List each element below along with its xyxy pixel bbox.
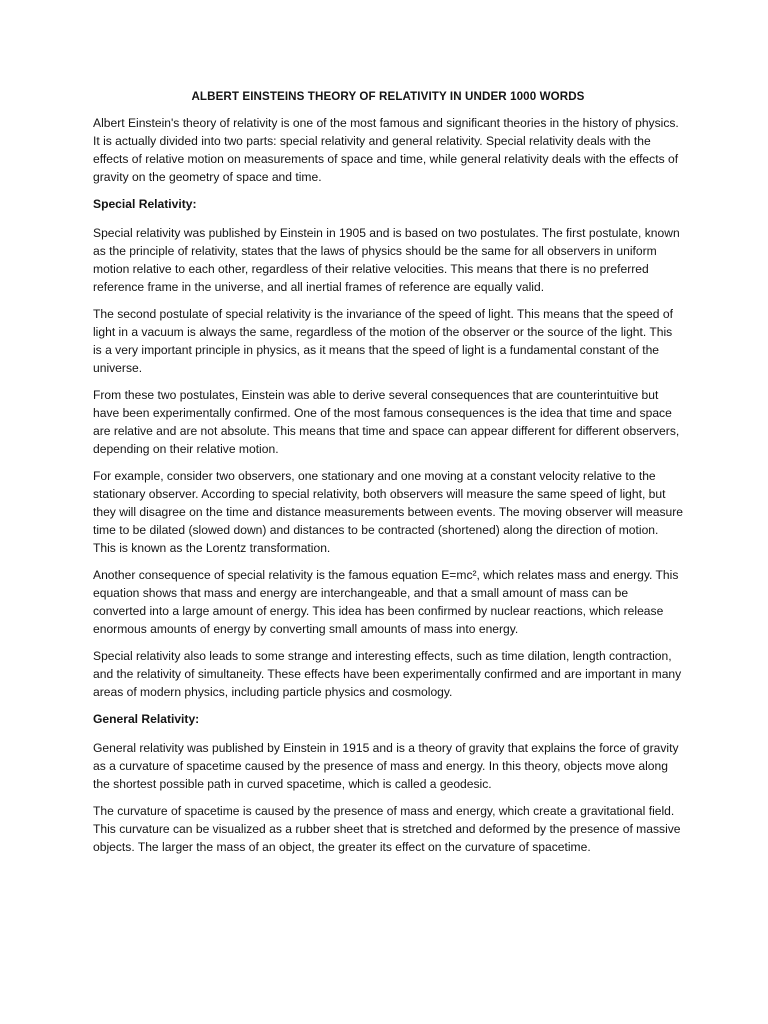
special-relativity-heading: Special Relativity:: [93, 197, 197, 211]
intro-paragraph: Albert Einstein's theory of relativity is one of the most famous and significant theories in the history of physics. It is actually divided into two parts: special relativity and general relativity. Special relativity deals with the effects of relative motion on measurements of space and time, while general relativity deals with the effects of gravity on the geometry of space and time.: [93, 116, 679, 184]
special-relativity-paragraph-2: The second postulate of special relativity is the invariance of the speed of light. This means that the speed of light in a vacuum is always the same, regardless of the motion of the observer or the source of the light. This is a very important principle in physics, as it means that the speed of light is a fundamental constant of the universe.: [93, 307, 673, 375]
special-relativity-paragraph-4: For example, consider two observers, one stationary and one moving at a constant velocity relative to the stationary observer. According to special relativity, both observers will measure the same speed of light, but they will disagree on the time and distance measurements between events. The moving observer will measure time to be dilated (slowed down) and distances to be contracted (shortened) along the direction of motion. This is known as the Lorentz transformation.: [93, 469, 683, 555]
special-relativity-paragraph-3: From these two postulates, Einstein was able to derive several consequences that are counterintuitive but have been experimentally confirmed. One of the most famous consequences is the idea that time and space are relative and are not absolute. This means that time and space can appear different for different observers, depending on their relative motion.: [93, 388, 680, 456]
special-relativity-paragraph-1: Special relativity was published by Einstein in 1905 and is based on two postulates. The first postulate, known as the principle of relativity, states that the laws of physics should be the same for all observers in uniform motion relative to each other, regardless of their relative velocities. This means that there is no preferred reference frame in the universe, and all inertial frames of reference are equally valid.: [93, 226, 680, 294]
general-relativity-paragraph-1: General relativity was published by Einstein in 1915 and is a theory of gravity that explains the force of gravity as a curvature of spacetime caused by the presence of mass and energy. In this theory, objects move along the shortest possible path in curved spacetime, which is called a geodesic.: [93, 741, 679, 791]
special-relativity-paragraph-5: Another consequence of special relativity is the famous equation E=mc², which relates mass and energy. This equation shows that mass and energy are interchangeable, and that a small amount of mass can be converted into a large amount of energy. This idea has been confirmed by nuclear reactions, which release enormous amounts of energy by converting small amounts of mass into energy.: [93, 568, 679, 636]
document-title: ALBERT EINSTEINS THEORY OF RELATIVITY IN UNDER 1000 WORDS: [191, 90, 585, 103]
document-page: [93, 88, 683, 865]
special-relativity-paragraph-6: Special relativity also leads to some strange and interesting effects, such as time dilation, length contraction, and the relativity of simultaneity. These effects have been experimentally confirmed and are important in many areas of modern physics, including particle physics and cosmology.: [93, 649, 682, 699]
general-relativity-heading: General Relativity:: [93, 712, 200, 726]
general-relativity-paragraph-2: The curvature of spacetime is caused by the presence of mass and energy, which create a gravitational field. This curvature can be visualized as a rubber sheet that is stretched and deformed by the presence of massive objects. The larger the mass of an object, the greater its effect on the curvature of spacetime.: [93, 804, 681, 854]
